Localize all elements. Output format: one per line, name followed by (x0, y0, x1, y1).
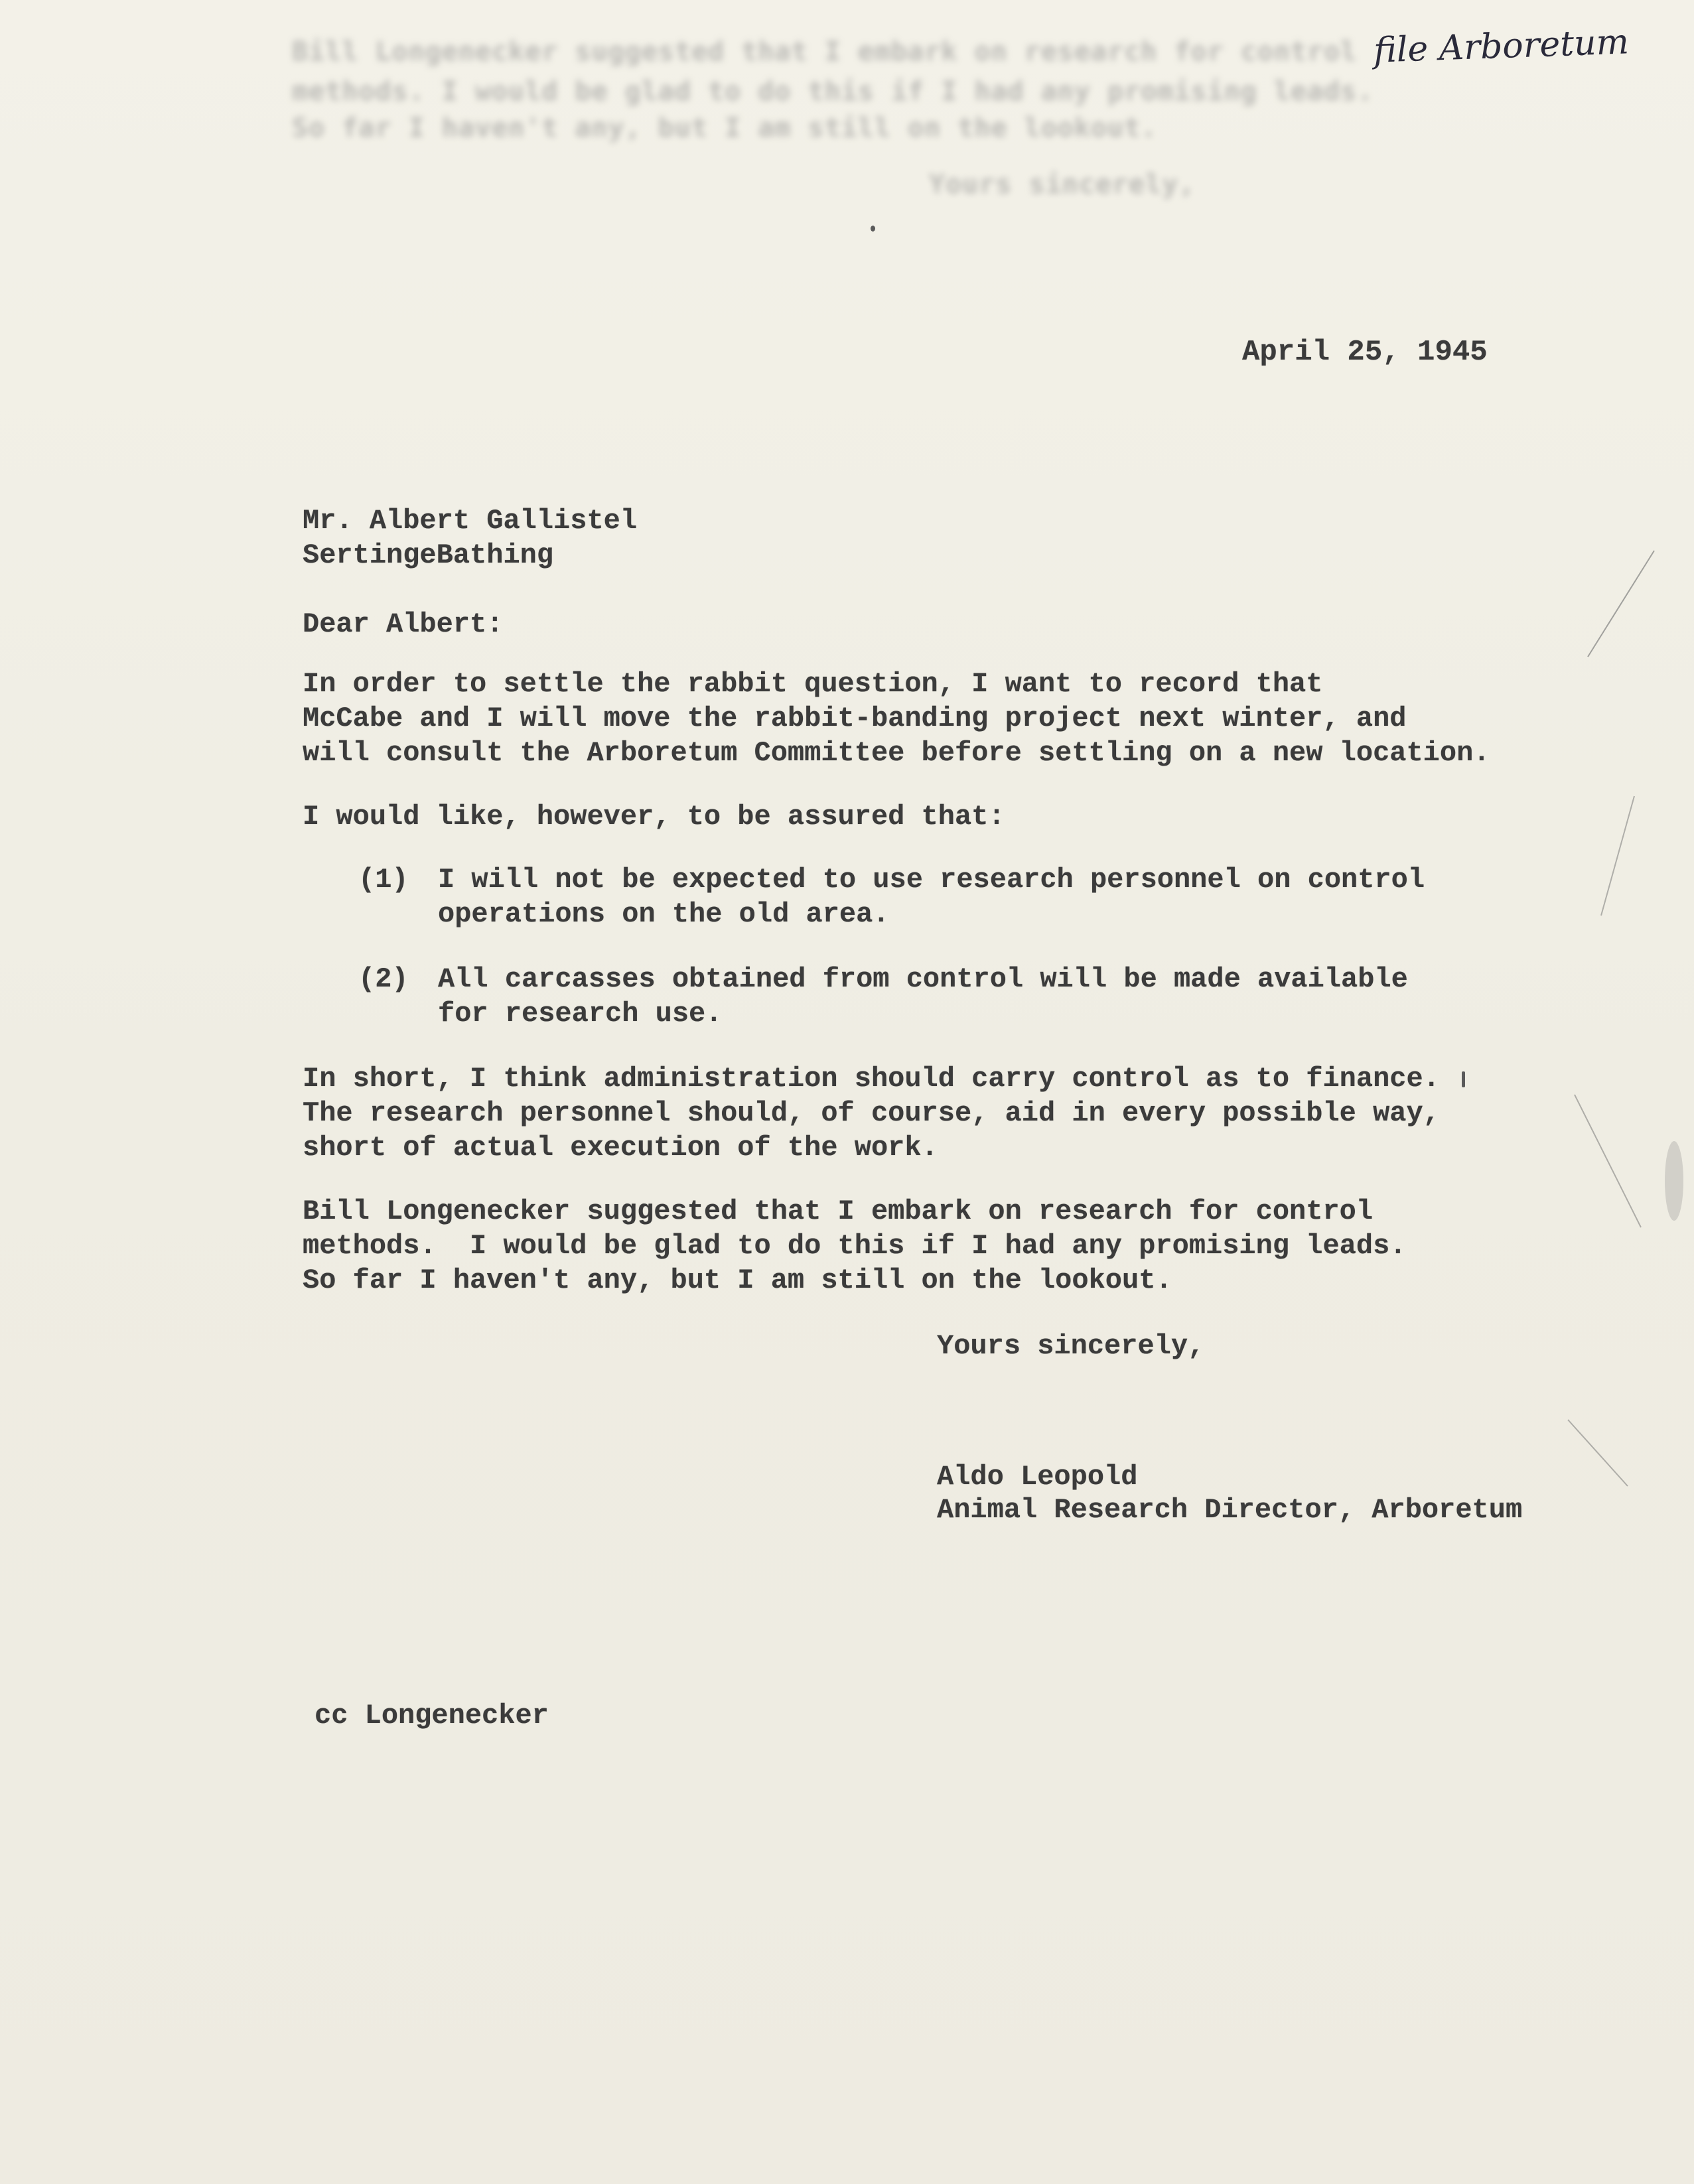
list-item-line: operations on the old area. (438, 898, 890, 930)
letter-date: April 25, 1945 (1242, 336, 1488, 369)
signer-name: Aldo Leopold (937, 1461, 1138, 1493)
list-item-text (438, 862, 1425, 931)
salutation: Dear Albert: (303, 608, 504, 640)
paragraph-3-line: short of actual execution of the work. (303, 1132, 938, 1164)
paragraph-4-line: Bill Longenecker suggested that I embark on research for control (303, 1195, 1374, 1227)
paragraph-1-line: In order to settle the rabbit question, I want to record that (303, 668, 1323, 700)
ghost-line-4: Yours sincerely, (929, 169, 1196, 200)
ghost-line-3: So far I haven't any, but I am still on the lookout. (292, 113, 1158, 143)
paragraph-4 (303, 1194, 1406, 1298)
ghost-line-1: Bill Longenecker suggested that I embark on research for control (292, 36, 1358, 67)
paragraph-3 (303, 1061, 1440, 1165)
list-item-number: (2) (358, 963, 409, 995)
paragraph-4-line: methods. I would be glad to do this if I had any promising leads. (303, 1230, 1407, 1262)
handwritten-file-note: file Arboretum (1373, 22, 1630, 71)
ink-speck (871, 226, 875, 232)
signer-title: Animal Research Director, Arboretum (937, 1494, 1523, 1526)
paragraph-1 (303, 667, 1490, 770)
list-item-line: for research use. (438, 998, 723, 1030)
recipient-name: Mr. Albert Gallistel (303, 505, 638, 537)
list-item-number: (1) (358, 864, 409, 896)
paragraph-2: I would like, however, to be assured that: (303, 801, 1005, 833)
paragraph-1-line: McCabe and I will move the rabbit-banding project next winter, and (303, 703, 1407, 734)
paragraph-3-line: In short, I think administration should carry control as to finance. (303, 1063, 1440, 1095)
carbon-copy: cc Longenecker (315, 1700, 549, 1732)
paragraph-3-line: The research personnel should, of course, aid in every possible way, (303, 1097, 1440, 1129)
list-item-line: All carcasses obtained from control will be made available (438, 963, 1408, 995)
paragraph-1-line: will consult the Arboretum Committee before settling on a new location. (303, 737, 1490, 769)
recipient-address: SertingeBathing (303, 539, 554, 571)
list-item-text (438, 962, 1408, 1031)
closing: Yours sincerely, (937, 1330, 1205, 1362)
paragraph-4-line: So far I haven't any, but I am still on the lookout. (303, 1264, 1172, 1296)
ink-speck (1462, 1071, 1465, 1087)
ghost-line-2: methods. I would be glad to do this if I had any promising leads. (292, 76, 1374, 107)
list-item-line: I will not be expected to use research personnel on control (438, 864, 1425, 896)
edge-marks (1561, 0, 1694, 2184)
